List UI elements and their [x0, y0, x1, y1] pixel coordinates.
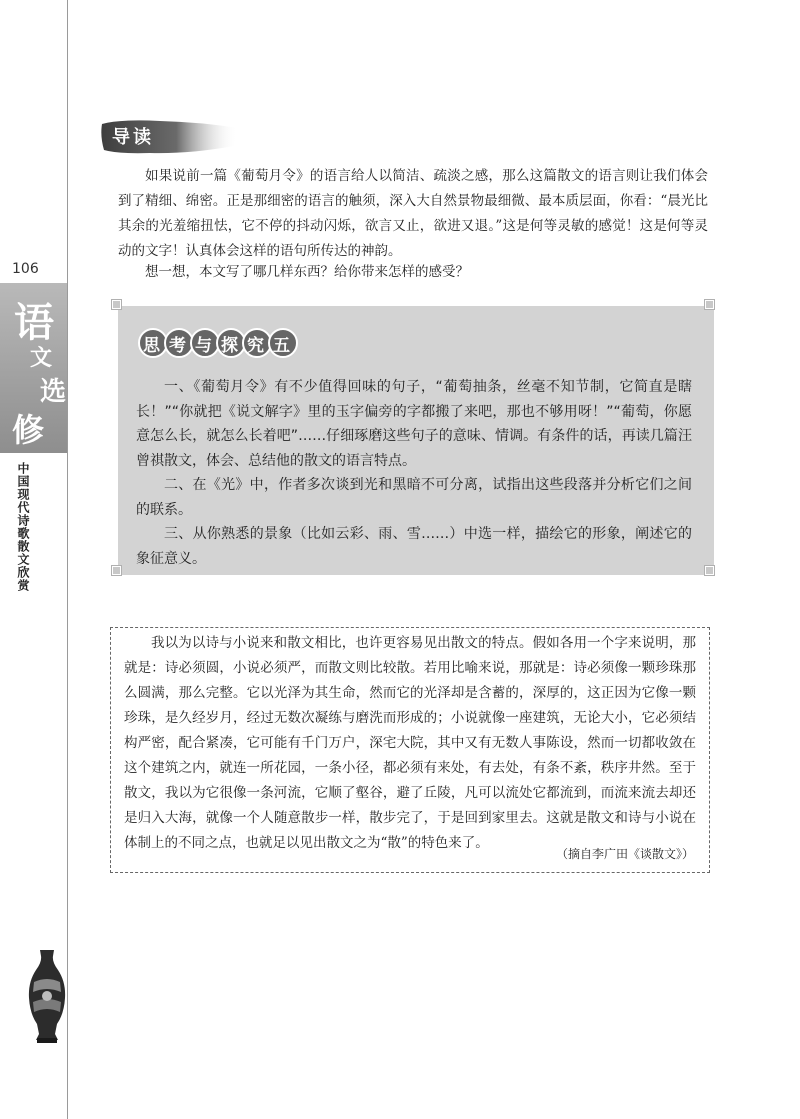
- side-title-char-3: 选: [40, 377, 67, 407]
- guide-heading: 导读: [112, 127, 154, 148]
- side-title-char-2: 文: [30, 345, 53, 371]
- vase-image: [28, 948, 66, 1044]
- think-item-3: 三、从你熟悉的景象（比如云彩、雨、雪……）中选一样，描绘它的形象，阐述它的象征意义。: [136, 526, 692, 567]
- page-number: 106: [12, 261, 39, 277]
- think-item-1: 一、《葡萄月令》有不少值得回味的句子，“葡萄抽条，丝毫不知节制，它简直是瞎长！”“你就把《说文解字》里的玉字偏旁的字都搬了来吧，那也不够用呀！”“葡萄，你愿意怎么长，就怎么长着吧”……仔细琢磨这些句子的意味、情调。有条件的话，再读几篇汪曾祺散文，体会、总结他的散文的语言特点。: [136, 379, 692, 469]
- guide-paragraph-2: 想一想，本文写了哪几样东西？给你带来怎样的感受？: [145, 264, 469, 280]
- think-title-char: 思: [143, 336, 164, 356]
- box-corner: [112, 300, 121, 309]
- side-subtitle: 中国现代诗歌散文欣赏: [16, 462, 30, 592]
- think-title-char: 究: [247, 336, 268, 356]
- think-title-char: 考: [169, 336, 190, 356]
- box-corner: [705, 566, 714, 575]
- side-title-band: [0, 283, 67, 453]
- think-title-char: 五: [273, 336, 294, 356]
- quote-source: （摘自李广田《谈散文》）: [555, 847, 694, 861]
- quote-text: 我以为以诗与小说来和散文相比，也许更容易见出散文的特点。假如各用一个字来说明，那就是：诗必须圆，小说必须严，而散文则比较散。若用比喻来说，那就是：诗必须像一颗珍珠那么圆满，那么完整。它以光泽为其生命，然而它的光泽却是含蓄的，深厚的，这正因为它像一颗珍珠，是久经岁月，经过无数次凝练与磨洗而形成的；小说就像一座建筑，无论大小，它必须结构严密，配合紧凑，它可能有千门万户，深宅大院，其中又有无数人事陈设，然而一切都收敛在这个建筑之内，就连一所花园，一条小径，都必须有来处，有去处，有条不紊，秩序井然。至于散文，我以为它很像一条河流，它顺了壑谷，避了丘陵，凡可以流处它都流到，而流来流去却还是归入大海，就像一个人随意散步一样，散步完了，于是回到家里去。这就是散文和诗与小说在体制上的不同之点，也就足以见出散文之为“散”的特色来了。: [124, 635, 696, 851]
- side-title-char-4: 修: [12, 411, 45, 449]
- guide-paragraph-1: 如果说前一篇《葡萄月令》的语言给人以简洁、疏淡之感，那么这篇散文的语言则让我们体会到了精细、绵密。正是那细密的语言的触须，深入大自然景物最细微、最本质层面，你看：“晨光比其余的光羞缩扭怯，它不停的抖动闪烁，欲言又止，欲进又退。”这是何等灵敏的感觉！这是何等灵动的文字！认真体会这样的语句所传达的神韵。: [118, 168, 708, 259]
- think-title-char: 探: [221, 336, 242, 356]
- side-title-char-1: 语: [14, 299, 54, 346]
- box-corner: [112, 566, 121, 575]
- margin-line: [67, 0, 68, 1119]
- think-item-2: 二、在《光》中，作者多次谈到光和黑暗不可分离，试指出这些段落并分析它们之间的联系。: [136, 477, 692, 518]
- think-title-char: 与: [195, 336, 216, 356]
- box-corner: [705, 300, 714, 309]
